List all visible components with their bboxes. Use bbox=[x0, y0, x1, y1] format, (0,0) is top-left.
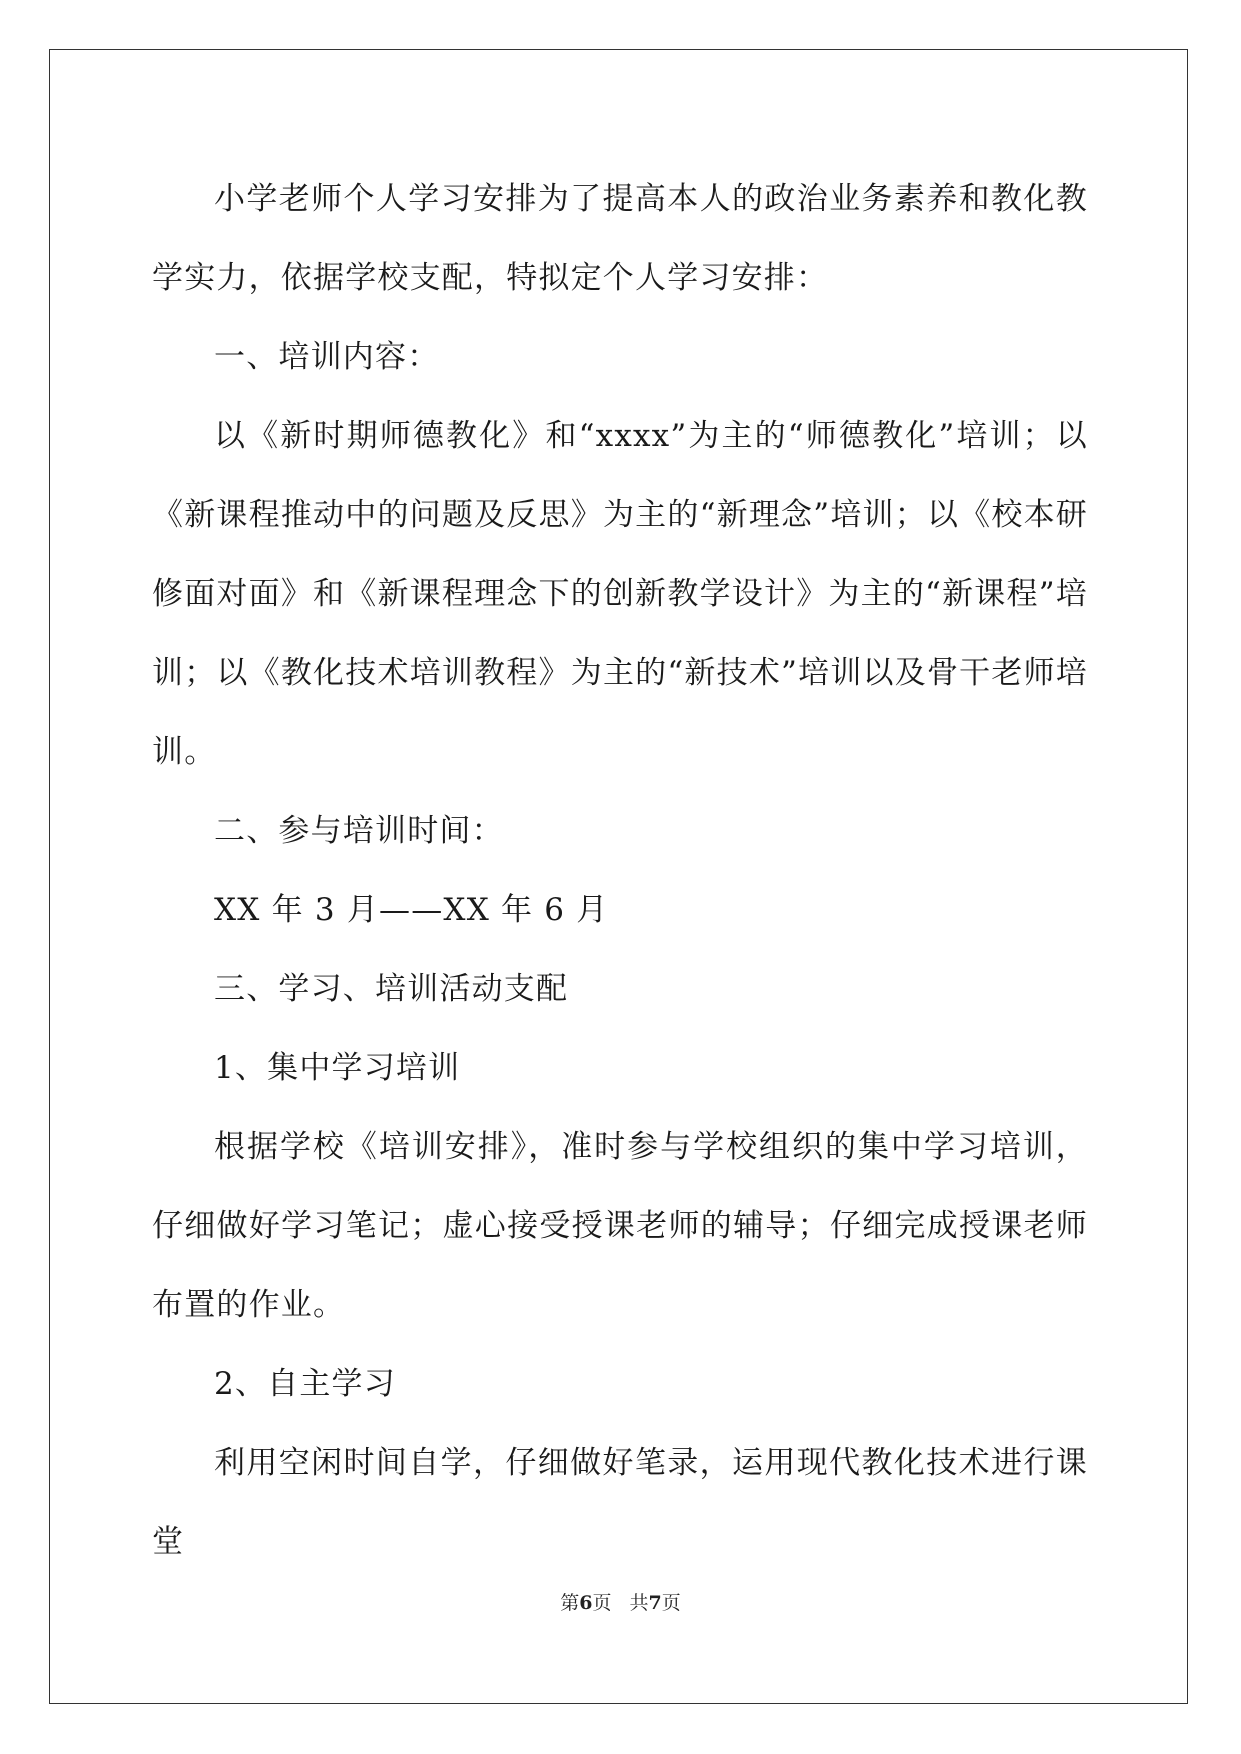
page-total-prefix: 共 bbox=[629, 1592, 649, 1614]
heading-activities: 三、学习、培训活动支配 bbox=[214, 971, 569, 1007]
page-number-prefix: 第 bbox=[560, 1592, 580, 1614]
heading-training-content: 一、培训内容： bbox=[214, 339, 440, 375]
page-total-count: 7 bbox=[648, 1592, 662, 1614]
paragraph-training-content: 以《新时期师德教化》和“xxxx”为主的“师德教化”培训；以《新课程推动中的问题及反思》为主的“新理念”培训；以《校本研修面对面》和《新课程理念下的创新教学设计》为主的“新课程”培训；以《教化技术培训教程》为主的“新技术”培训以及骨干老师培训。 bbox=[152, 418, 1088, 770]
page-number-suffix: 页 bbox=[592, 1592, 612, 1614]
page-total-suffix: 页 bbox=[661, 1592, 681, 1614]
page-footer bbox=[0, 1588, 1241, 1615]
paragraph-training-time: XX 年 3 月——XX 年 6 月 bbox=[214, 892, 609, 928]
heading-training-time: 二、参与培训时间： bbox=[214, 813, 504, 849]
paragraph-self-study: 利用空闲时间自学，仔细做好笔录，运用现代教化技术进行课堂 bbox=[152, 1445, 1088, 1560]
paragraph-group-study: 根据学校《培训安排》，准时参与学校组织的集中学习培训，仔细做好学习笔记；虚心接受授课老师的辅导；仔细完成授课老师布置的作业。 bbox=[152, 1129, 1088, 1323]
page-number-current: 6 bbox=[579, 1592, 593, 1614]
document-body bbox=[152, 160, 1088, 1582]
paragraph-intro: 小学老师个人学习安排为了提高本人的政治业务素养和教化教学实力，依据学校支配，特拟定个人学习安排： bbox=[152, 181, 1088, 296]
subheading-group-study: 1、集中学习培训 bbox=[214, 1050, 461, 1086]
subheading-self-study: 2、自主学习 bbox=[214, 1366, 396, 1402]
